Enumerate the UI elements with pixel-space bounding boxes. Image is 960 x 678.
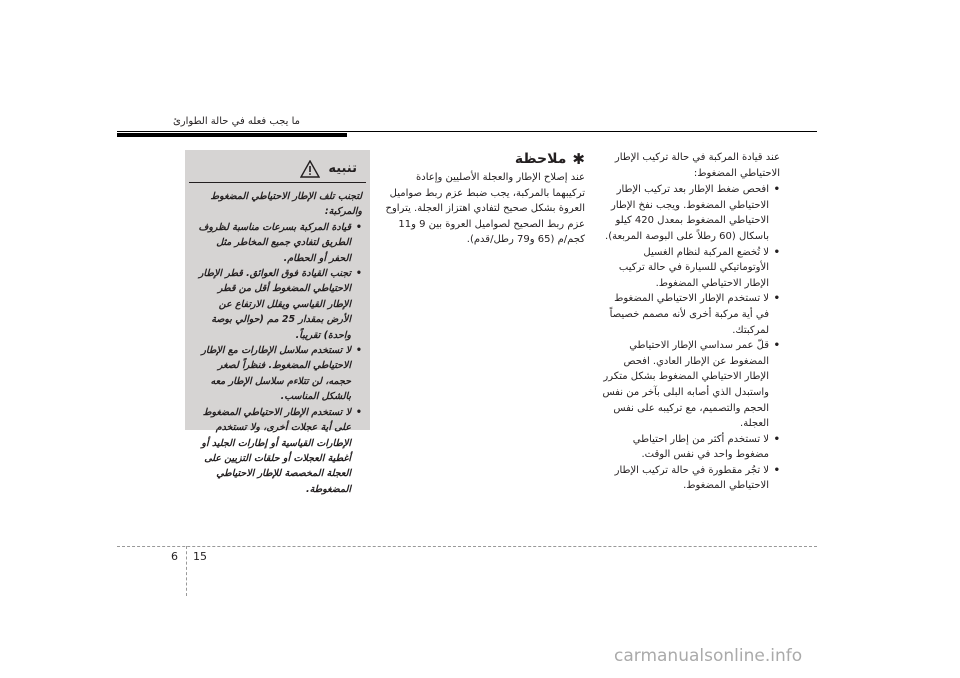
caution-intro: لتجنب تلف الإطار الاحتياطي المضغوط والمركبة:	[210, 191, 362, 218]
right-column-intro: عند قيادة المركبة في حالة تركيب الإطار الاحتياطي المضغوط:	[614, 152, 780, 179]
list-item: • لا تُخضع المركبة لنظام الغسيل الأوتوماتيكي للسيارة في حالة تركيب الإطار الاحتياطي المضغوط.	[598, 245, 780, 292]
caution-box	[185, 150, 370, 495]
middle-column	[383, 150, 585, 248]
warning-triangle-icon	[300, 160, 320, 178]
right-column	[598, 150, 780, 494]
page-number: 15	[193, 550, 207, 563]
note-text: عند إصلاح الإطار والعجلة الأصليين وإعادة تركيبهما بالمركبة، يجب ضبط عزم ربط صواميل العروة بشكل صحيح لتفادي اهتزاز العجلة. يتراوح عزم ربط الصحيح لصواميل العروة بين 9 و11 كجم/م (65 و79 رطل/قدم).	[385, 172, 585, 246]
note-heading	[383, 150, 585, 168]
header-rule	[117, 131, 817, 132]
caution-body	[185, 189, 370, 497]
caution-label: تنبيه	[328, 161, 357, 177]
asterisk-icon: ✱	[572, 150, 585, 168]
list-item: • لا تستخدم أكثر من إطار احتياطي مضغوط واحد في نفس الوقت.	[598, 432, 780, 463]
chapter-number: 6	[171, 550, 178, 563]
watermark: carmanualsonline.info	[614, 646, 803, 666]
list-item: • افحص ضغط الإطار بعد تركيب الإطار الاحتياطي المضغوط. ويجب نفخ الإطار الاحتياطي المضغوط بمعدل 420 كيلو باسكال (60 رطلاً على البوصة المربعة).	[598, 182, 780, 244]
right-column-list	[598, 182, 780, 494]
header-accent-bar	[117, 133, 347, 137]
list-item: • لا تستخدم الإطار الاحتياطي المضغوط في أية مركبة أخرى لأنه مصمم خصيصاً لمركبتك.	[598, 291, 780, 338]
list-item: • قيادة المركبة بسرعات مناسبة لظروف الطريق لتفادي جميع المخاطر مثل الحفر أو الحطام.	[193, 220, 362, 266]
page-header-title: ما يجب فعله في حالة الطوارئ	[172, 116, 300, 127]
caution-heading	[189, 150, 366, 183]
note-title: ملاحظة	[514, 151, 567, 167]
list-item: • قلّ عمر سداسي الإطار الاحتياطي المضغوط عن الإطار العادي. افحص الإطار الاحتياطي المضغوط بشكل متكرر واستبدل الذي أصابه البلى بآخر من نفس الحجم والتصميم، مع تركيبه على نفس العجلة.	[598, 338, 780, 432]
list-item: • لا تستخدم سلاسل الإطارات مع الإطار الاحتياطي المضغوط. فنظراً لصغر حجمه، لن تتلاءم سلاسل الإطار معه بالشكل المناسب.	[193, 343, 362, 405]
list-item: • لا تستخدم الإطار الاحتياطي المضغوط على أية عجلات أخرى، ولا تستخدم الإطارات القياسية أو إطارات الجليد أو أغطية العجلات أو حلقات التزيين على العجلة المخصصة للإطار الاحتياطي المضغوطة.	[193, 405, 362, 497]
footer-divider	[186, 546, 187, 596]
list-item: • تجنب القيادة فوق العوائق. قطر الإطار الاحتياطي المضغوط أقل من قطر الإطار القياسي ويقلل الارتفاع عن الأرض بمقدار 25 مم (حوالي بوصة واحدة) تقريباً.	[193, 266, 362, 343]
footer-rule	[117, 546, 817, 547]
caution-list	[193, 220, 362, 497]
list-item: • لا تجُر مقطورة في حالة تركيب الإطار الاحتياطي المضغوط.	[598, 463, 780, 494]
